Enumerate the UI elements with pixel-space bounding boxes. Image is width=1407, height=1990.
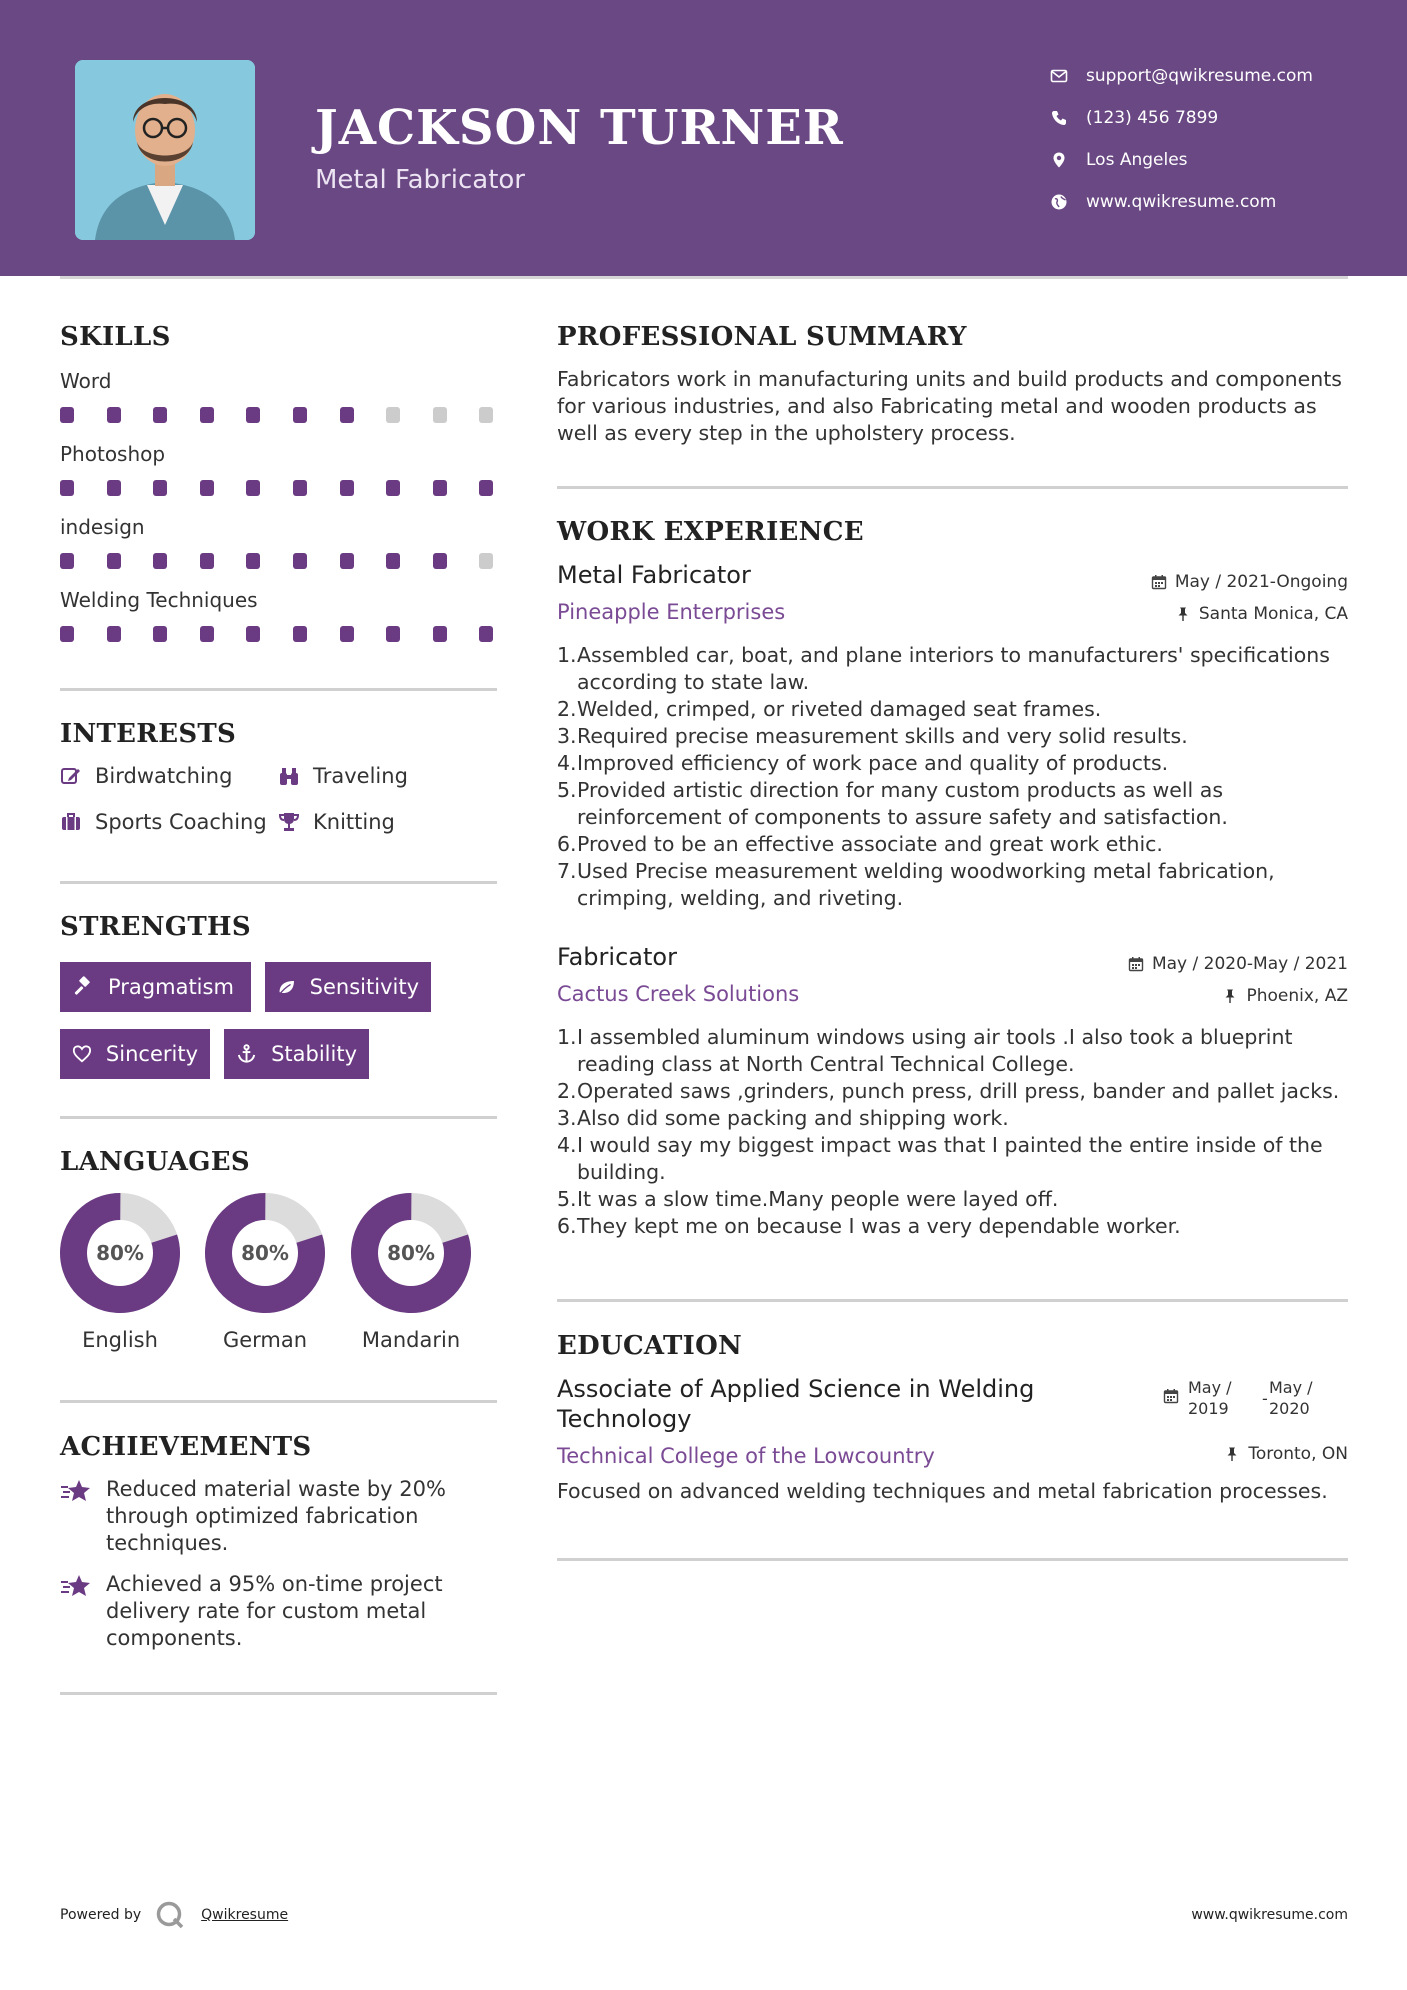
contact-email-text: support@qwikresume.com (1086, 66, 1313, 86)
section-divider (557, 1558, 1348, 1561)
skill-dot (479, 626, 493, 642)
header-divider (60, 276, 1348, 279)
job-bullet: 1. I assembled aluminum windows using air tools .I also took a blueprint reading class at North Central Technical College. (557, 1024, 1357, 1078)
skill-dot (60, 553, 74, 569)
skill-dot (479, 407, 493, 423)
strength-label: Sincerity (105, 1042, 198, 1066)
education-location-text: Toronto, ON (1248, 1444, 1348, 1464)
job-location-text: Phoenix, AZ (1246, 986, 1348, 1006)
interest-label: Birdwatching (95, 764, 233, 788)
job-bullets (557, 1024, 1357, 1240)
job-bullet: 6. Proved to be an effective associate and great work ethic. (557, 832, 1163, 856)
star-list-icon (60, 1478, 92, 1504)
skill-dot (246, 407, 260, 423)
achievements-title: ACHIEVEMENTS (60, 1432, 312, 1462)
achievement-item (60, 1571, 460, 1652)
job-bullet-text: I would say my biggest impact was that I painted the entire inside of the building. (577, 1133, 1323, 1184)
strength-chip (60, 962, 251, 1012)
skill-dot (246, 553, 260, 569)
strength-label: Sensitivity (309, 975, 419, 999)
strength-chip (265, 962, 431, 1012)
section-divider (60, 1116, 497, 1119)
education-start: May / 2019 (1188, 1378, 1232, 1418)
skill-dot (340, 480, 354, 496)
education-date-separator: - (1262, 1389, 1268, 1408)
summary-text: Fabricators work in manufacturing units and build products and components for various industries, and also Fabricating metal and wooden products as well as every step in the upholstery process. (557, 367, 1342, 445)
skill-dot (60, 407, 74, 423)
binoculars-icon (278, 765, 300, 787)
contact-location-text: Los Angeles (1086, 150, 1188, 170)
section-divider (60, 881, 497, 884)
trophy-icon (278, 811, 300, 833)
header-banner (0, 0, 1407, 276)
language-percent: 80% (387, 1241, 435, 1265)
globe-icon (1050, 193, 1068, 211)
skill-dot (246, 480, 260, 496)
pushpin-icon (1222, 988, 1238, 1004)
skill-dot (293, 407, 307, 423)
strength-label: Pragmatism (108, 975, 234, 999)
education-school: Technical College of the Lowcountry (557, 1444, 935, 1468)
job-bullet-text: Proved to be an effective associate and great work ethic. (577, 832, 1163, 856)
contact-location (1050, 139, 1313, 181)
language-name: English (82, 1328, 158, 1352)
powered-by-label: Powered by (60, 1907, 142, 1923)
skill-dot (433, 626, 447, 642)
interest-label: Knitting (313, 810, 395, 834)
skill-dot (200, 553, 214, 569)
contact-phone[interactable] (1050, 97, 1313, 139)
job-company: Cactus Creek Solutions (557, 982, 800, 1006)
skill-label: indesign (60, 515, 145, 539)
language-percent: 80% (241, 1241, 289, 1265)
skill-dot (340, 553, 354, 569)
job-bullet-text: Provided artistic direction for many custom products as well as reinforcement of components to assure safety and satisfaction. (577, 778, 1228, 829)
skills-title: SKILLS (60, 322, 171, 352)
skill-label: Photoshop (60, 442, 166, 466)
job-bullets (557, 642, 1357, 912)
pushpin-icon (1175, 606, 1191, 622)
education-description: Focused on advanced welding techniques and metal fabrication processes. (557, 1479, 1328, 1503)
candidate-name: JACKSON TURNER (315, 100, 844, 156)
contact-list (1050, 55, 1313, 223)
skill-dot (433, 407, 447, 423)
summary-title: PROFESSIONAL SUMMARY (557, 322, 967, 352)
language-name: Mandarin (361, 1328, 461, 1352)
contact-phone-text: (123) 456 7899 (1086, 108, 1219, 128)
job-location (1175, 604, 1348, 624)
job-title: Metal Fabricator (557, 561, 751, 589)
skill-dot (386, 626, 400, 642)
education-degree: Associate of Applied Science in Welding Technology (557, 1375, 1035, 1433)
job-bullet-text: Operated saws ,grinders, punch press, drill press, bander and pallet jacks. (577, 1079, 1340, 1103)
job-title: Fabricator (557, 943, 677, 971)
location-pin-icon (1050, 151, 1068, 169)
job-dates-text: May / 2021-Ongoing (1174, 572, 1348, 592)
language-ring (59, 1192, 181, 1314)
interest-item (60, 764, 232, 788)
language-ring (204, 1192, 326, 1314)
skill-dot (107, 407, 121, 423)
language-percent: 80% (96, 1241, 144, 1265)
briefcase-icon (60, 811, 82, 833)
job-bullet: 5. It was a slow time.Many people were layed off. (557, 1187, 1059, 1211)
skill-dot (293, 626, 307, 642)
skill-dot (153, 626, 167, 642)
job-bullet-text: Improved efficiency of work pace and quality of products. (577, 751, 1169, 775)
skill-dot (200, 407, 214, 423)
strengths-title: STRENGTHS (60, 912, 251, 942)
language-name: German (222, 1328, 308, 1352)
job-dates-text: May / 2020-May / 2021 (1151, 954, 1348, 974)
contact-website-text: www.qwikresume.com (1086, 192, 1277, 212)
skill-label: Welding Techniques (60, 588, 258, 612)
section-divider (557, 486, 1348, 489)
job-dates (1151, 572, 1348, 592)
interest-label: Traveling (313, 764, 408, 788)
job-dates (1128, 954, 1348, 974)
job-bullet: 3. Also did some packing and shipping work. (557, 1106, 1009, 1130)
skill-dot (340, 407, 354, 423)
skill-dot (246, 626, 260, 642)
job-bullet: 4. Improved efficiency of work pace and quality of products. (557, 751, 1169, 775)
interest-item (278, 810, 395, 834)
edit-icon (60, 765, 82, 787)
skill-dot (153, 407, 167, 423)
job-bullet: 5. Provided artistic direction for many custom products as well as reinforcement of components to assure safety and satisfaction. (557, 777, 1357, 831)
job-location (1222, 986, 1348, 1006)
qwikresume-logo-icon (155, 1900, 185, 1930)
achievement-text: Achieved a 95% on-time project delivery rate for custom metal components. (106, 1572, 443, 1650)
job-bullet-text: Also did some packing and shipping work. (577, 1106, 1009, 1130)
job-bullet-text: Used Precise measurement welding woodworking metal fabrication, crimping, welding, and riveting. (577, 859, 1275, 910)
candidate-role: Metal Fabricator (315, 165, 525, 195)
job-company: Pineapple Enterprises (557, 600, 786, 624)
skill-dot (107, 626, 121, 642)
job-bullet: 2. Operated saws ,grinders, punch press, drill press, bander and pallet jacks. (557, 1079, 1340, 1103)
skill-label: Word (60, 369, 112, 393)
leaf-icon (277, 976, 296, 998)
contact-email[interactable] (1050, 55, 1313, 97)
phone-icon (1050, 109, 1068, 127)
job-bullet-text: It was a slow time.Many people were layed off. (577, 1187, 1059, 1211)
skill-dot (386, 407, 400, 423)
calendar-icon (1151, 574, 1167, 590)
education-end: May / 2020 (1269, 1378, 1313, 1418)
skill-dot (293, 553, 307, 569)
strength-label: Stability (271, 1042, 357, 1066)
skill-dot (479, 480, 493, 496)
job-bullet: 1. Assembled car, boat, and plane interiors to manufacturers' specifications according to state law. (557, 642, 1357, 696)
job-bullet: 7. Used Precise measurement welding woodworking metal fabrication, crimping, welding, and riveting. (557, 858, 1357, 912)
skill-dot (386, 480, 400, 496)
interest-label: Sports Coaching (95, 810, 267, 834)
profile-photo (75, 60, 255, 240)
strength-chip (224, 1029, 369, 1079)
footer-powered-by (60, 1900, 288, 1930)
job-bullet-text: I assembled aluminum windows using air tools .I also took a blueprint reading class at North Central Technical College. (577, 1025, 1293, 1076)
education-location (1224, 1444, 1348, 1464)
footer-url[interactable]: www.qwikresume.com (1191, 1907, 1348, 1923)
strength-chip (60, 1029, 210, 1079)
education-title: EDUCATION (557, 1331, 743, 1361)
language-ring (350, 1192, 472, 1314)
section-divider (60, 1692, 497, 1695)
gavel-icon (72, 976, 94, 998)
skill-dot (107, 480, 121, 496)
skill-dot (479, 553, 493, 569)
interest-item (278, 764, 408, 788)
skill-dot (293, 480, 307, 496)
email-icon (1050, 67, 1068, 85)
skill-dot (153, 480, 167, 496)
star-list-icon (60, 1573, 92, 1599)
job-bullet: 6. They kept me on because I was a very dependable worker. (557, 1214, 1181, 1238)
job-bullet: 3. Required precise measurement skills and very solid results. (557, 724, 1188, 748)
experience-title: WORK EXPERIENCE (557, 517, 864, 547)
section-divider (60, 1400, 497, 1403)
anchor-icon (236, 1043, 257, 1065)
job-bullet-text: They kept me on because I was a very dependable worker. (577, 1214, 1181, 1238)
skill-dot (153, 553, 167, 569)
job-bullet-text: Required precise measurement skills and very solid results. (577, 724, 1188, 748)
section-divider (60, 688, 497, 691)
languages-title: LANGUAGES (60, 1147, 250, 1177)
achievement-item (60, 1476, 460, 1557)
skill-dot (60, 480, 74, 496)
interests-title: INTERESTS (60, 719, 237, 749)
interest-item (60, 810, 267, 834)
skill-dot (200, 480, 214, 496)
calendar-icon (1163, 1388, 1179, 1404)
section-divider (557, 1299, 1348, 1302)
qwikresume-link[interactable]: Qwikresume (201, 1907, 289, 1923)
job-bullet: 2. Welded, crimped, or riveted damaged seat frames. (557, 697, 1102, 721)
skill-dot (107, 553, 121, 569)
job-bullet-text: Welded, crimped, or riveted damaged seat frames. (577, 697, 1102, 721)
job-bullet-text: Assembled car, boat, and plane interiors to manufacturers' specifications according to state law. (577, 643, 1330, 694)
skill-dot (386, 553, 400, 569)
contact-website[interactable] (1050, 181, 1313, 223)
job-location-text: Santa Monica, CA (1198, 604, 1348, 624)
skill-dot (200, 626, 214, 642)
calendar-icon (1128, 956, 1144, 972)
skill-dot (433, 480, 447, 496)
skill-dot (433, 553, 447, 569)
achievement-text: Reduced material waste by 20% through optimized fabrication techniques. (106, 1477, 446, 1555)
skill-dot (60, 626, 74, 642)
pushpin-icon (1224, 1446, 1240, 1462)
job-bullet: 4. I would say my biggest impact was that I painted the entire inside of the building. (557, 1132, 1357, 1186)
person-portrait-icon (75, 60, 255, 240)
heart-icon (72, 1043, 92, 1065)
skill-dot (340, 626, 354, 642)
